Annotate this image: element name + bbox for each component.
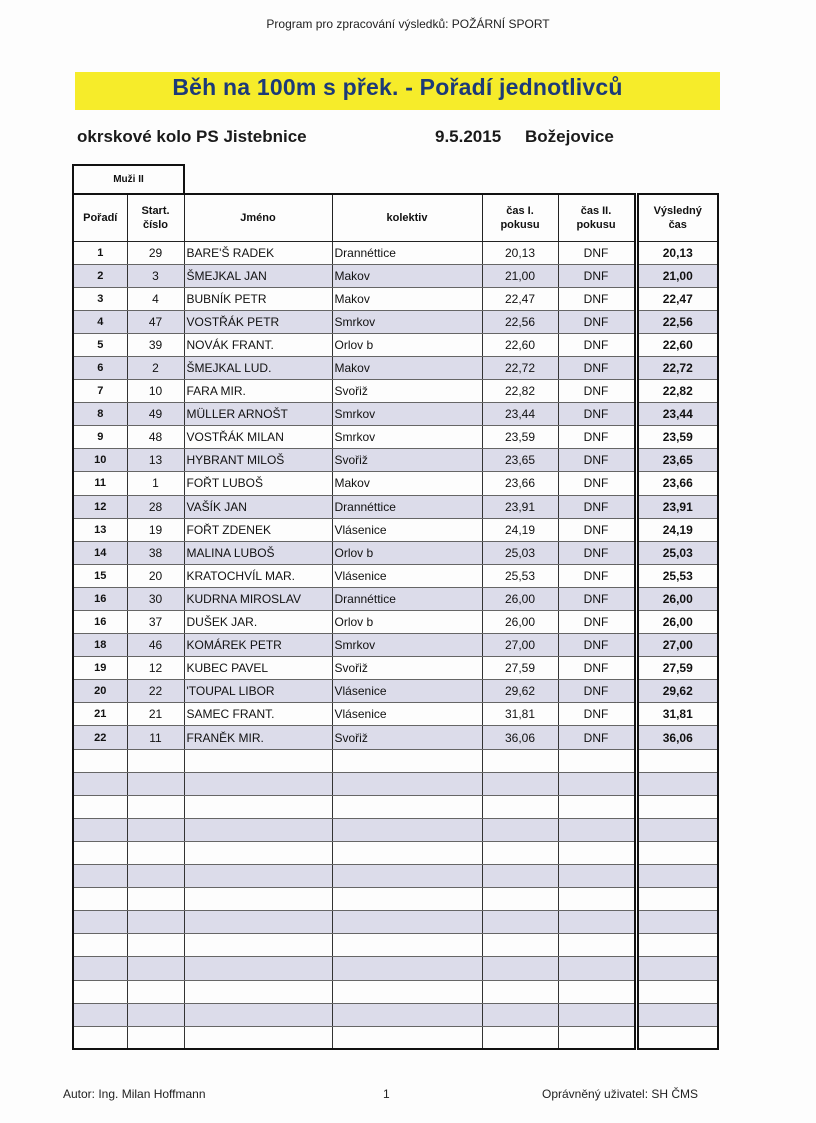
- start-number-cell: 21: [127, 703, 184, 726]
- rank-cell: 12: [73, 495, 127, 518]
- name-cell: MÜLLER ARNOŠT: [184, 403, 332, 426]
- team-cell: Smrkov: [332, 634, 482, 657]
- team-cell: [332, 749, 482, 772]
- table-row: [73, 587, 718, 610]
- time1-cell: 29,62: [482, 680, 558, 703]
- rank-cell: [73, 865, 127, 888]
- start-number-cell: 30: [127, 587, 184, 610]
- start-number-cell: [127, 1026, 184, 1049]
- empty-table-row: [73, 865, 718, 888]
- time1-cell: [482, 841, 558, 864]
- final-time-cell: 23,59: [636, 426, 718, 449]
- time1-cell: 36,06: [482, 726, 558, 749]
- final-time-cell: [636, 1003, 718, 1026]
- start-number-cell: [127, 934, 184, 957]
- time2-cell: [558, 1003, 636, 1026]
- rank-cell: 3: [73, 287, 127, 310]
- start-number-cell: 38: [127, 541, 184, 564]
- col-time1-header: čas I. pokusu: [482, 194, 558, 241]
- final-time-cell: 26,00: [636, 587, 718, 610]
- name-cell: MALINA LUBOŠ: [184, 541, 332, 564]
- rank-cell: 6: [73, 356, 127, 379]
- table-row: [73, 495, 718, 518]
- table-row: [73, 333, 718, 356]
- time1-cell: 23,66: [482, 472, 558, 495]
- time2-cell: DNF: [558, 426, 636, 449]
- final-time-cell: 22,60: [636, 333, 718, 356]
- time2-cell: [558, 1026, 636, 1049]
- name-cell: [184, 841, 332, 864]
- start-number-cell: 37: [127, 611, 184, 634]
- rank-cell: 19: [73, 657, 127, 680]
- team-cell: Vlásenice: [332, 518, 482, 541]
- rank-cell: 15: [73, 564, 127, 587]
- time1-cell: 27,00: [482, 634, 558, 657]
- start-number-cell: 46: [127, 634, 184, 657]
- time1-cell: 20,13: [482, 241, 558, 264]
- rank-cell: [73, 818, 127, 841]
- name-cell: NOVÁK FRANT.: [184, 333, 332, 356]
- team-cell: Svořiž: [332, 726, 482, 749]
- time2-cell: DNF: [558, 356, 636, 379]
- time1-cell: 22,56: [482, 310, 558, 333]
- event-date: 9.5.2015: [435, 127, 502, 146]
- final-time-cell: 27,59: [636, 657, 718, 680]
- rank-cell: 21: [73, 703, 127, 726]
- name-cell: KRATOCHVÍL MAR.: [184, 564, 332, 587]
- name-cell: HYBRANT MILOŠ: [184, 449, 332, 472]
- table-row: [73, 264, 718, 287]
- start-number-cell: [127, 795, 184, 818]
- time1-cell: 22,82: [482, 380, 558, 403]
- time2-cell: DNF: [558, 703, 636, 726]
- time2-cell: [558, 957, 636, 980]
- program-header-note: Program pro zpracování výsledků: POŽÁRNÍ SPORT: [266, 17, 550, 31]
- empty-table-row: [73, 1026, 718, 1049]
- name-cell: [184, 818, 332, 841]
- final-time-cell: 25,53: [636, 564, 718, 587]
- team-cell: Makov: [332, 287, 482, 310]
- start-number-cell: 20: [127, 564, 184, 587]
- table-row: [73, 380, 718, 403]
- table-row: [73, 680, 718, 703]
- time1-cell: [482, 980, 558, 1003]
- table-header-row: [73, 194, 718, 241]
- time1-cell: 21,00: [482, 264, 558, 287]
- start-number-cell: [127, 772, 184, 795]
- time2-cell: DNF: [558, 333, 636, 356]
- table-row: [73, 356, 718, 379]
- col-name-header: Jméno: [184, 194, 332, 241]
- start-number-cell: 39: [127, 333, 184, 356]
- time1-cell: 22,47: [482, 287, 558, 310]
- table-row: [73, 426, 718, 449]
- time2-cell: [558, 865, 636, 888]
- team-cell: Drannéttice: [332, 241, 482, 264]
- name-cell: [184, 888, 332, 911]
- table-row: [73, 241, 718, 264]
- start-number-cell: 12: [127, 657, 184, 680]
- start-number-cell: 13: [127, 449, 184, 472]
- start-number-cell: [127, 865, 184, 888]
- final-time-cell: [636, 818, 718, 841]
- empty-table-row: [73, 980, 718, 1003]
- time2-cell: DNF: [558, 241, 636, 264]
- time2-cell: [558, 980, 636, 1003]
- category-label: Muži II: [72, 164, 185, 194]
- team-cell: [332, 841, 482, 864]
- team-cell: Orlov b: [332, 541, 482, 564]
- final-time-cell: 21,00: [636, 264, 718, 287]
- team-cell: Makov: [332, 356, 482, 379]
- table-row: [73, 403, 718, 426]
- rank-cell: [73, 957, 127, 980]
- team-cell: Svořiž: [332, 449, 482, 472]
- col-start-header: Start. číslo: [127, 194, 184, 241]
- time1-cell: 25,03: [482, 541, 558, 564]
- time2-cell: [558, 934, 636, 957]
- rank-cell: 10: [73, 449, 127, 472]
- col-final-header: Výsledný čas: [636, 194, 718, 241]
- team-cell: Smrkov: [332, 310, 482, 333]
- team-cell: Vlásenice: [332, 703, 482, 726]
- final-time-cell: 26,00: [636, 611, 718, 634]
- start-number-cell: 1: [127, 472, 184, 495]
- empty-table-row: [73, 934, 718, 957]
- empty-table-row: [73, 772, 718, 795]
- start-number-cell: 4: [127, 287, 184, 310]
- time2-cell: DNF: [558, 518, 636, 541]
- team-cell: Vlásenice: [332, 564, 482, 587]
- name-cell: [184, 1026, 332, 1049]
- rank-cell: 8: [73, 403, 127, 426]
- name-cell: [184, 865, 332, 888]
- time1-cell: [482, 772, 558, 795]
- event-place: Božejovice: [525, 127, 614, 146]
- time2-cell: [558, 749, 636, 772]
- footer-page-number: 1: [383, 1087, 390, 1101]
- time2-cell: [558, 795, 636, 818]
- start-number-cell: 11: [127, 726, 184, 749]
- final-time-cell: 29,62: [636, 680, 718, 703]
- name-cell: BUBNÍK PETR: [184, 287, 332, 310]
- name-cell: [184, 772, 332, 795]
- empty-table-row: [73, 888, 718, 911]
- time2-cell: [558, 911, 636, 934]
- final-time-cell: 36,06: [636, 726, 718, 749]
- rank-cell: 16: [73, 587, 127, 610]
- final-time-cell: [636, 888, 718, 911]
- time2-cell: DNF: [558, 264, 636, 287]
- team-cell: [332, 911, 482, 934]
- team-cell: [332, 865, 482, 888]
- name-cell: [184, 980, 332, 1003]
- team-cell: Smrkov: [332, 403, 482, 426]
- final-time-cell: [636, 911, 718, 934]
- final-time-cell: [636, 841, 718, 864]
- name-cell: FOŘT LUBOŠ: [184, 472, 332, 495]
- name-cell: FRANĚK MIR.: [184, 726, 332, 749]
- time1-cell: [482, 818, 558, 841]
- time2-cell: DNF: [558, 657, 636, 680]
- final-time-cell: 22,82: [636, 380, 718, 403]
- rank-cell: 11: [73, 472, 127, 495]
- start-number-cell: [127, 1003, 184, 1026]
- name-cell: KUBEC PAVEL: [184, 657, 332, 680]
- name-cell: ŠMEJKAL LUD.: [184, 356, 332, 379]
- time1-cell: [482, 1026, 558, 1049]
- final-time-cell: [636, 1026, 718, 1049]
- name-cell: 'TOUPAL LIBOR: [184, 680, 332, 703]
- name-cell: [184, 1003, 332, 1026]
- name-cell: [184, 957, 332, 980]
- time2-cell: DNF: [558, 287, 636, 310]
- time1-cell: [482, 749, 558, 772]
- name-cell: VOSTŘÁK PETR: [184, 310, 332, 333]
- time2-cell: DNF: [558, 449, 636, 472]
- table-row: [73, 287, 718, 310]
- time2-cell: [558, 772, 636, 795]
- rank-cell: 20: [73, 680, 127, 703]
- name-cell: SAMEC FRANT.: [184, 703, 332, 726]
- time1-cell: [482, 957, 558, 980]
- start-number-cell: 2: [127, 356, 184, 379]
- name-cell: [184, 911, 332, 934]
- final-time-cell: 23,91: [636, 495, 718, 518]
- time1-cell: 23,44: [482, 403, 558, 426]
- time1-cell: 26,00: [482, 587, 558, 610]
- name-cell: [184, 795, 332, 818]
- start-number-cell: [127, 957, 184, 980]
- rank-cell: [73, 888, 127, 911]
- team-cell: Makov: [332, 264, 482, 287]
- time1-cell: 23,65: [482, 449, 558, 472]
- team-cell: [332, 1026, 482, 1049]
- name-cell: VOSTŘÁK MILAN: [184, 426, 332, 449]
- time2-cell: DNF: [558, 472, 636, 495]
- table-row: [73, 611, 718, 634]
- final-time-cell: 22,56: [636, 310, 718, 333]
- empty-table-row: [73, 818, 718, 841]
- name-cell: BARE'Š RADEK: [184, 241, 332, 264]
- table-row: [73, 703, 718, 726]
- time2-cell: [558, 888, 636, 911]
- final-time-cell: [636, 957, 718, 980]
- rank-cell: 1: [73, 241, 127, 264]
- rank-cell: [73, 795, 127, 818]
- team-cell: Smrkov: [332, 426, 482, 449]
- table-row: [73, 726, 718, 749]
- start-number-cell: [127, 911, 184, 934]
- final-time-cell: 27,00: [636, 634, 718, 657]
- rank-cell: 9: [73, 426, 127, 449]
- final-time-cell: [636, 980, 718, 1003]
- final-time-cell: [636, 934, 718, 957]
- name-cell: DUŠEK JAR.: [184, 611, 332, 634]
- team-cell: [332, 888, 482, 911]
- time2-cell: DNF: [558, 495, 636, 518]
- start-number-cell: [127, 841, 184, 864]
- empty-table-row: [73, 911, 718, 934]
- time2-cell: DNF: [558, 587, 636, 610]
- name-cell: KUDRNA MIROSLAV: [184, 587, 332, 610]
- table-row: [73, 449, 718, 472]
- time1-cell: 25,53: [482, 564, 558, 587]
- rank-cell: 13: [73, 518, 127, 541]
- name-cell: KOMÁREK PETR: [184, 634, 332, 657]
- table-row: [73, 472, 718, 495]
- rank-cell: 22: [73, 726, 127, 749]
- rank-cell: 16: [73, 611, 127, 634]
- time2-cell: DNF: [558, 680, 636, 703]
- name-cell: [184, 934, 332, 957]
- final-time-cell: 23,65: [636, 449, 718, 472]
- start-number-cell: [127, 818, 184, 841]
- team-cell: [332, 1003, 482, 1026]
- team-cell: Svořiž: [332, 380, 482, 403]
- rank-cell: 14: [73, 541, 127, 564]
- time1-cell: 22,60: [482, 333, 558, 356]
- table-row: [73, 634, 718, 657]
- time1-cell: [482, 888, 558, 911]
- empty-table-row: [73, 1003, 718, 1026]
- col-team-header: kolektiv: [332, 194, 482, 241]
- empty-table-row: [73, 795, 718, 818]
- empty-table-row: [73, 749, 718, 772]
- results-table: [72, 193, 719, 1050]
- team-cell: [332, 795, 482, 818]
- final-time-cell: 20,13: [636, 241, 718, 264]
- time2-cell: DNF: [558, 564, 636, 587]
- rank-cell: [73, 980, 127, 1003]
- empty-table-row: [73, 957, 718, 980]
- rank-cell: [73, 749, 127, 772]
- table-row: [73, 657, 718, 680]
- team-cell: Vlásenice: [332, 680, 482, 703]
- time2-cell: DNF: [558, 310, 636, 333]
- rank-cell: 5: [73, 333, 127, 356]
- col-rank-header: Pořadí: [73, 194, 127, 241]
- time1-cell: [482, 1003, 558, 1026]
- final-time-cell: [636, 749, 718, 772]
- col-time2-header: čas II. pokusu: [558, 194, 636, 241]
- start-number-cell: 48: [127, 426, 184, 449]
- name-cell: FOŘT ZDENEK: [184, 518, 332, 541]
- start-number-cell: 28: [127, 495, 184, 518]
- rank-cell: [73, 1026, 127, 1049]
- time2-cell: DNF: [558, 403, 636, 426]
- table-row: [73, 541, 718, 564]
- rank-cell: 4: [73, 310, 127, 333]
- rank-cell: [73, 1003, 127, 1026]
- team-cell: Makov: [332, 472, 482, 495]
- start-number-cell: 49: [127, 403, 184, 426]
- time2-cell: DNF: [558, 611, 636, 634]
- rank-cell: [73, 772, 127, 795]
- start-number-cell: 29: [127, 241, 184, 264]
- final-time-cell: [636, 772, 718, 795]
- name-cell: FARA MIR.: [184, 380, 332, 403]
- team-cell: Drannéttice: [332, 495, 482, 518]
- start-number-cell: 19: [127, 518, 184, 541]
- team-cell: Orlov b: [332, 333, 482, 356]
- time1-cell: 31,81: [482, 703, 558, 726]
- team-cell: [332, 818, 482, 841]
- rank-cell: 7: [73, 380, 127, 403]
- start-number-cell: 10: [127, 380, 184, 403]
- final-time-cell: 23,44: [636, 403, 718, 426]
- table-row: [73, 518, 718, 541]
- time2-cell: DNF: [558, 726, 636, 749]
- time1-cell: [482, 934, 558, 957]
- final-time-cell: 23,66: [636, 472, 718, 495]
- name-cell: VAŠÍK JAN: [184, 495, 332, 518]
- start-number-cell: 22: [127, 680, 184, 703]
- time1-cell: [482, 911, 558, 934]
- team-cell: [332, 934, 482, 957]
- time1-cell: 22,72: [482, 356, 558, 379]
- team-cell: [332, 772, 482, 795]
- table-row: [73, 310, 718, 333]
- time1-cell: 23,91: [482, 495, 558, 518]
- team-cell: [332, 957, 482, 980]
- rank-cell: 18: [73, 634, 127, 657]
- team-cell: [332, 980, 482, 1003]
- final-time-cell: 25,03: [636, 541, 718, 564]
- time2-cell: DNF: [558, 380, 636, 403]
- time1-cell: 27,59: [482, 657, 558, 680]
- start-number-cell: 3: [127, 264, 184, 287]
- time1-cell: [482, 865, 558, 888]
- page-title: Běh na 100m s přek. - Pořadí jednotlivců: [172, 74, 623, 100]
- time1-cell: [482, 795, 558, 818]
- team-cell: Orlov b: [332, 611, 482, 634]
- rank-cell: 2: [73, 264, 127, 287]
- team-cell: Svořiž: [332, 657, 482, 680]
- rank-cell: [73, 841, 127, 864]
- footer-author: Autor: Ing. Milan Hoffmann: [63, 1087, 206, 1101]
- final-time-cell: [636, 795, 718, 818]
- time2-cell: [558, 818, 636, 841]
- footer-user: Oprávněný uživatel: SH ČMS: [542, 1087, 699, 1101]
- team-cell: Drannéttice: [332, 587, 482, 610]
- rank-cell: [73, 934, 127, 957]
- final-time-cell: 22,72: [636, 356, 718, 379]
- name-cell: ŠMEJKAL JAN: [184, 264, 332, 287]
- time2-cell: DNF: [558, 541, 636, 564]
- time1-cell: 23,59: [482, 426, 558, 449]
- event-name: okrskové kolo PS Jistebnice: [77, 127, 307, 146]
- start-number-cell: [127, 749, 184, 772]
- time1-cell: 24,19: [482, 518, 558, 541]
- start-number-cell: [127, 888, 184, 911]
- rank-cell: [73, 911, 127, 934]
- start-number-cell: 47: [127, 310, 184, 333]
- empty-table-row: [73, 841, 718, 864]
- time2-cell: [558, 841, 636, 864]
- time1-cell: 26,00: [482, 611, 558, 634]
- start-number-cell: [127, 980, 184, 1003]
- final-time-cell: 22,47: [636, 287, 718, 310]
- time2-cell: DNF: [558, 634, 636, 657]
- name-cell: [184, 749, 332, 772]
- final-time-cell: 24,19: [636, 518, 718, 541]
- final-time-cell: [636, 865, 718, 888]
- table-row: [73, 564, 718, 587]
- final-time-cell: 31,81: [636, 703, 718, 726]
